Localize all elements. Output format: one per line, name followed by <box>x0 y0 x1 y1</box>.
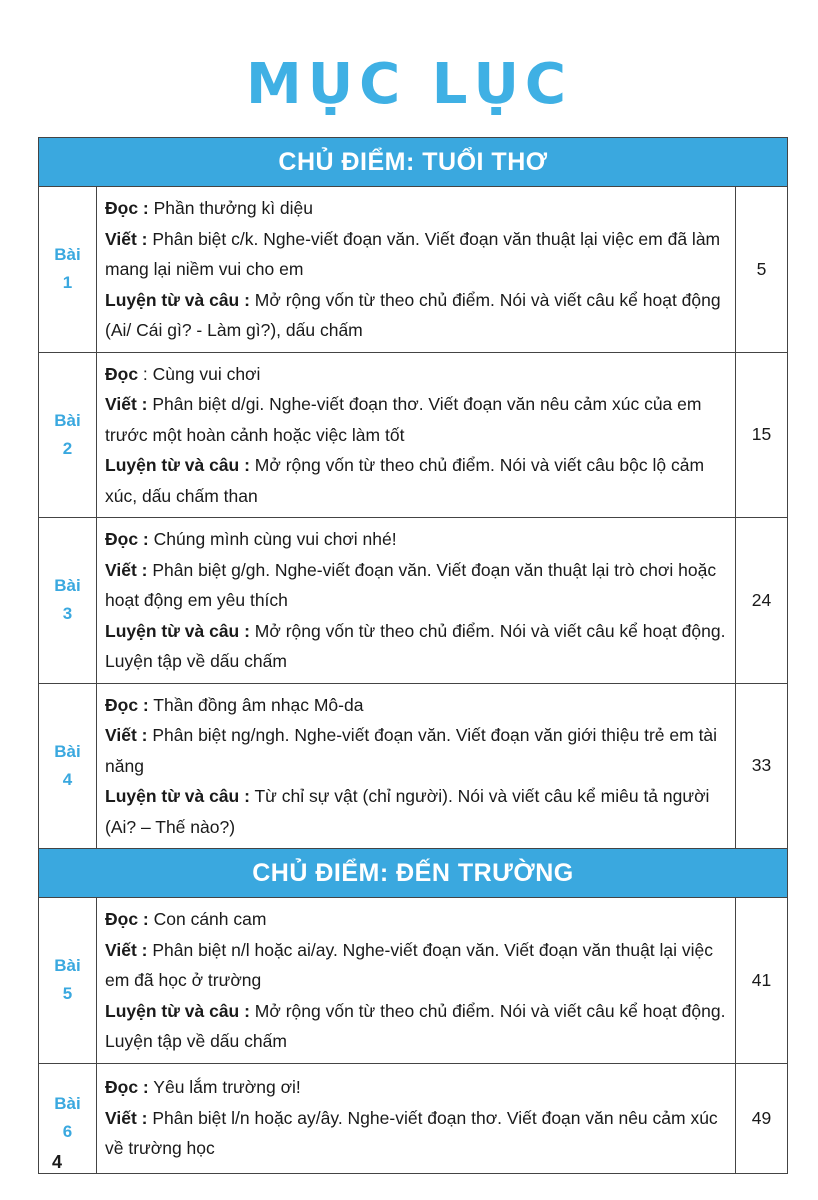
lesson-number: Bài 5 <box>39 898 97 1064</box>
lesson-page: 15 <box>735 352 787 518</box>
topic-header-den-truong <box>39 849 788 898</box>
doc-entry: Đọc : Phần thưởng kì diệu <box>105 198 314 218</box>
ltvc-entry: Luyện từ và câu : Mở rộng vốn từ theo chủ điểm. Nói và viết câu kể hoạt động. Luyện tập về dấu chấm <box>105 620 726 671</box>
lesson-page: 41 <box>735 898 787 1064</box>
doc-entry: Đọc : Cùng vui chơi <box>105 363 261 384</box>
doc-entry: Đọc : Chúng mình cùng vui chơi nhé! <box>105 529 397 549</box>
lesson-row <box>39 683 788 849</box>
lesson-row <box>39 518 788 684</box>
viet-entry: Viết : Phân biệt d/gi. Nghe-viết đoạn thơ. Viết đoạn văn nêu cảm xúc của em trước một hoàn cảnh hoặc việc làm tốt <box>105 394 702 445</box>
ltvc-entry: Luyện từ và câu : Từ chỉ sự vật (chỉ người). Nói và viết câu kể miêu tả người (Ai? – Thế nào?) <box>105 786 710 837</box>
ltvc-entry: Luyện từ và câu : Mở rộng vốn từ theo chủ điểm. Nói và viết câu kể hoạt động (Ai/ Cái gì? - Làm gì?), dấu chấm <box>105 289 721 340</box>
lesson-row <box>39 1063 788 1173</box>
viet-entry: Viết : Phân biệt ng/ngh. Nghe-viết đoạn văn. Viết đoạn văn giới thiệu trẻ em tài năng <box>105 725 718 776</box>
lesson-content <box>97 352 736 518</box>
lesson-page: 5 <box>735 187 787 353</box>
lesson-row <box>39 352 788 518</box>
viet-entry: Viết : Phân biệt g/gh. Nghe-viết đoạn văn. Viết đoạn văn thuật lại trò chơi hoặc hoạt động em yêu thích <box>105 559 717 610</box>
lesson-number: Bài 4 <box>39 683 97 849</box>
lesson-number: Bài 2 <box>39 352 97 518</box>
lesson-row <box>39 187 788 353</box>
ltvc-entry: Luyện từ và câu : Mở rộng vốn từ theo chủ điểm. Nói và viết câu bộc lộ cảm xúc, dấu chấm than <box>105 455 705 506</box>
lesson-page: 24 <box>735 518 787 684</box>
lesson-row <box>39 898 788 1064</box>
lesson-content <box>97 518 736 684</box>
lesson-content <box>97 683 736 849</box>
lesson-content <box>97 187 736 353</box>
lesson-number: Bài 3 <box>39 518 97 684</box>
lesson-number: Bài 1 <box>39 187 97 353</box>
viet-entry: Viết : Phân biệt c/k. Nghe-viết đoạn văn. Viết đoạn văn thuật lại việc em đã làm mang lại niềm vui cho em <box>105 228 721 279</box>
lesson-page: 49 <box>735 1063 787 1173</box>
page-number: 4 <box>52 1152 63 1172</box>
lesson-content <box>97 898 736 1064</box>
doc-entry: Đọc : Con cánh cam <box>105 909 267 929</box>
toc-table <box>38 137 788 1174</box>
doc-entry: Đọc : Thần đồng âm nhạc Mô-da <box>105 694 364 715</box>
lesson-page: 33 <box>735 683 787 849</box>
lesson-content <box>97 1063 736 1173</box>
page-title: MỤC LỤC <box>245 52 573 117</box>
viet-entry: Viết : Phân biệt n/l hoặc ai/ay. Nghe-viết đoạn văn. Viết đoạn văn thuật lại việc em đã học ở trường <box>105 939 714 990</box>
doc-entry: Đọc : Yêu lắm trường ơi! <box>105 1077 301 1098</box>
ltvc-entry: Luyện từ và câu : Mở rộng vốn từ theo chủ điểm. Nói và viết câu kể hoạt động. Luyện tập về dấu chấm <box>105 1000 726 1051</box>
topic-heading: CHỦ ĐIỂM: TUỔI THƠ <box>39 138 788 187</box>
lesson-number: Bài 6 <box>39 1063 97 1173</box>
viet-entry: Viết : Phân biệt l/n hoặc ay/ây. Nghe-viết đoạn thơ. Viết đoạn văn nêu cảm xúc về trường học <box>105 1107 718 1159</box>
topic-heading: CHỦ ĐIỂM: ĐẾN TRƯỜNG <box>39 849 788 898</box>
topic-header-tuoi-tho <box>39 138 788 187</box>
